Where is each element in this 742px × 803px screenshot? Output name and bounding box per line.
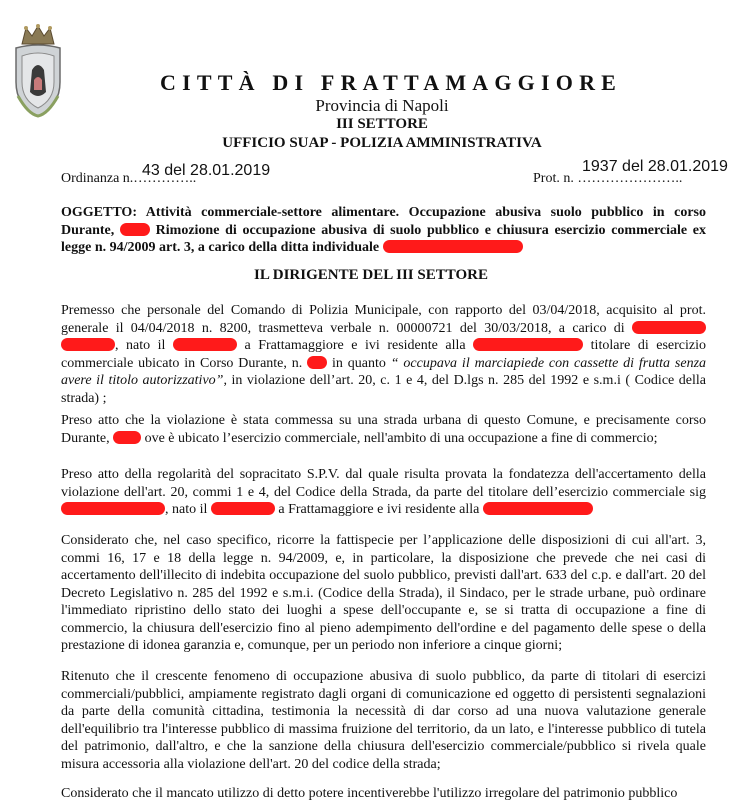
paragraph-violation xyxy=(61,412,706,447)
redaction-mark xyxy=(307,356,327,369)
paragraph-regularity xyxy=(61,466,706,519)
paragraph-considered-2: Considerato che il mancato utilizzo di detto potere incentiverebbe l'utilizzo irregolare del patrimonio pubblico xyxy=(61,786,678,801)
office-line: UFFICIO SUAP - POLIZIA AMMINISTRATIVA xyxy=(222,135,542,151)
p2-text-c: nell'ambito di una occupazione a fine di commercio; xyxy=(363,430,658,446)
p3-text-c: a Frattamaggiore e ivi residente alla xyxy=(278,502,480,517)
redaction-mark xyxy=(211,502,275,515)
subject-text-2: Rimozione di occupazione abusiva di suolo pubblico e chiusura esercizio commerciale ex legge n. 94/2009 art. 3, a carico della ditta individuale xyxy=(61,222,707,255)
p1-text-e: in quanto xyxy=(332,355,386,371)
p1-text-c: a Frattamaggiore e ivi residente alla xyxy=(244,338,466,353)
sector-line: III SETTORE xyxy=(336,116,428,132)
redaction-mark xyxy=(473,338,583,351)
redaction-mark xyxy=(483,502,593,515)
redaction-mark xyxy=(61,502,165,515)
p1-text-a: Premesso che personale del Comando di Polizia Municipale, con rapporto del 03/04/2018, acquisito al prot. generale il 04/04/2018 n. 8200, trasmetteva verbale n. 00000721 del 30/03/2018, a carico di xyxy=(61,303,706,336)
p1-quote: “ occupava il marciapiede con cassette di frutta senza avere il titolo autorizzativo” xyxy=(61,355,707,388)
redaction-mark xyxy=(61,338,115,351)
protocol-label: Prot. n. ………………….. xyxy=(533,171,683,186)
subject-text-1: Attività commerciale-settore alimentare. Occupazione abusiva suolo pubblico in corso Durante, xyxy=(61,205,706,238)
subject-paragraph xyxy=(61,204,706,257)
p2-text-a: Preso atto che la violazione è stata commessa su una strada urbana di questo Comune, e precisamente corso Durante, xyxy=(61,413,706,446)
subject-label: OGGETTO: xyxy=(61,205,137,220)
city-title: CITTÀ DI FRATTAMAGGIORE xyxy=(160,70,623,95)
p3-text-b: , nato il xyxy=(165,502,208,517)
province-line: Provincia di Napoli xyxy=(315,96,449,115)
protocol-number: 1937 del 28.01.2019 xyxy=(582,158,728,175)
ordinance-number: 43 del 28.01.2019 xyxy=(142,162,271,179)
p3-text-a: Preso atto della regolarità del sopracitato S.P.V. dal quale risulta provata la fondatezza dell'accertamento della violazione dell'art. 20, commi 1 e 4, del Codice della Strada, da parte del titolare dell’esercizio commerciale sig xyxy=(61,467,706,500)
paragraph-deemed: Ritenuto che il crescente fenomeno di occupazione abusiva di suolo pubblico, da parte di titolari di esercizi commerciali/pubblici, ampiamente registrato dagli organi di comunicazione ed oggetto di persistenti segnalazioni da parte della comunità cittadina, testimonia la necessità di dar corso ad una nuova valutazione generale dell'equilibrio tra l'interesse pubblico di massima fruizione del territorio, da un lato, e l'interesse pubblico di tutela del patrimonio, dall'altro, e che la sanzione della chiusura dell'esercizio commerciale/pubblico si rivela quale misura accessoria alla violazione dell'art. 20 del codice della strada; xyxy=(61,669,706,772)
redaction-mark xyxy=(383,240,523,253)
redaction-mark xyxy=(173,338,237,351)
paragraph-considered: Considerato che, nel caso specifico, ricorre la fattispecie per l’applicazione delle disposizioni di cui all'art. 3, commi 16, 17 e 18 della legge n. 94/2009, e, in particolare, la disposizione che prevede che nei casi di accertamento dell'illecito di indebita occupazione del suolo pubblico, previsti dall'art. 633 del c.p. e dall'art. 20 del Decreto Legislativo n. 285 del 1992 e s.m.i. (Codice della Strada), il Sindaco, per le strade urbane, può ordinare l'immediato ripristino dello stato dei luoghi a spese dell'occupante e, se si tratta di occupazione a fine di commercio, la chiusura dell'esercizio fino al pieno adempimento dell'ordine e del pagamento delle spese o della prestazione di idonea garanzia e, comunque, per un periodo non inferiore a cinque giorni; xyxy=(61,533,706,653)
p1-text-f: , in violazione dell’art. 20, c. 1 e 4, del D.lgs n. 285 del 1992 e s.m.i ( Codice della strada) ; xyxy=(61,373,707,406)
p1-text-d: titolare di esercizio commerciale ubicato in Corso Durante, n. xyxy=(61,338,707,371)
redaction-mark xyxy=(632,321,706,334)
director-heading: IL DIRIGENTE DEL III SETTORE xyxy=(254,267,488,283)
redaction-mark xyxy=(120,223,150,236)
p1-text-b: , nato il xyxy=(115,338,166,353)
redaction-mark xyxy=(113,431,141,444)
paragraph-premise xyxy=(61,302,706,407)
ordinance-label: Ordinanza n.………….. xyxy=(61,171,197,186)
p2-text-b: ove è ubicato l’esercizio commerciale, xyxy=(144,430,361,446)
